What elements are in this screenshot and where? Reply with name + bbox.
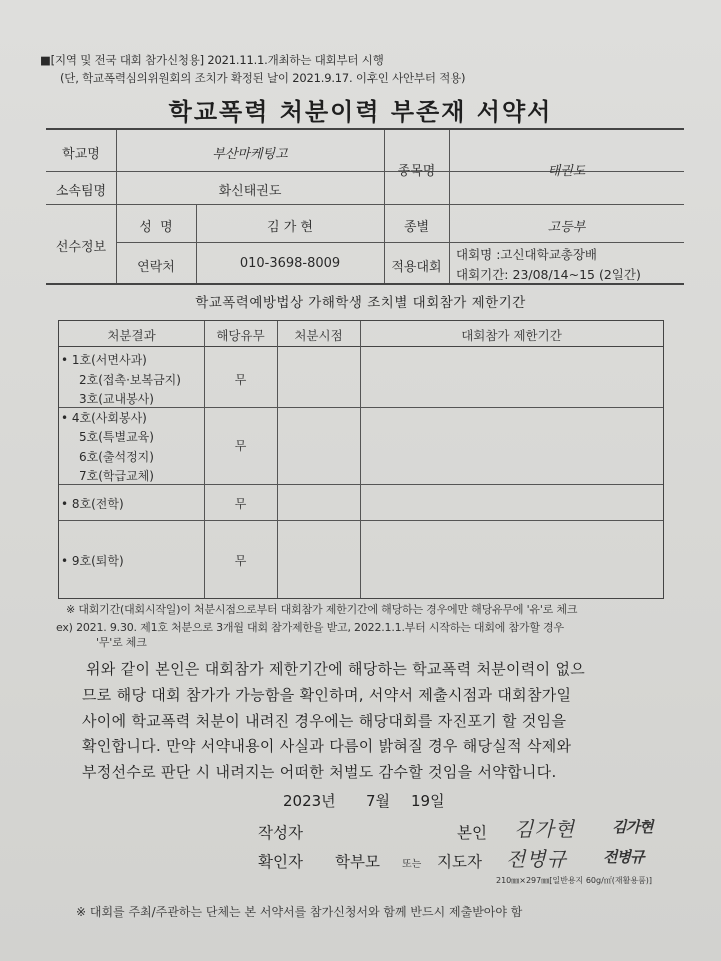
applicable-value: 무 <box>234 497 247 511</box>
pledge-line: 위와 같이 본인은 대회참가 제한기간에 해당하는 학교폭력 처분이력이 없으 <box>86 660 586 678</box>
info-row-line <box>116 242 684 243</box>
competition-name: 대회명 :고신대학교총장배 <box>456 247 598 262</box>
applicable-value: 무 <box>234 554 247 568</box>
parent-label: 학부모 <box>335 853 380 871</box>
document-title: 학교폭력 처분이력 부존재 서약서 <box>168 98 553 126</box>
date-day: 19일 <box>411 792 445 810</box>
list-item: • 1호(서면사과) <box>61 353 147 367</box>
list-item: • 9호(퇴학) <box>61 554 124 568</box>
table-row-line <box>59 520 663 521</box>
player-info-label: 선수정보 <box>55 240 107 255</box>
list-item: 7호(학급교체) <box>79 469 154 483</box>
date-month: 7월 <box>366 792 391 810</box>
pledge-line: 확인합니다. 만약 서약내용이 사실과 다름이 밝혀질 경우 해당실적 삭제와 <box>82 737 572 755</box>
school-value: 부산마케팅고 <box>212 147 288 162</box>
guide-label: 지도자 <box>437 853 482 871</box>
writer-label: 작성자 <box>258 824 303 842</box>
disposition-table <box>58 320 664 599</box>
confirmer-label: 확인자 <box>258 853 303 871</box>
bottom-note: ※ 대회를 주최/주관하는 단체는 본 서약서를 참가신청서와 함께 반드시 제출받아야 함 <box>76 905 523 919</box>
list-item: 2호(접촉·보복금지) <box>79 373 181 387</box>
team-label: 소속팀명 <box>55 184 107 199</box>
type-value: 고등부 <box>547 220 586 235</box>
self-label: 본인 <box>457 824 487 842</box>
header-note-line2: (단, 학교폭력심의위원회의 조치가 확정된 날이 2021.9.17. 이후인 사안부터 적용) <box>60 71 466 85</box>
section-title: 학교폭력예방법상 가해학생 조치별 대회참가 제한기간 <box>195 295 526 311</box>
col-header-result: 처분결과 <box>107 328 156 343</box>
or-label: 또는 <box>402 859 422 870</box>
list-item: 6호(출석정지) <box>79 450 154 464</box>
info-row-line <box>46 204 684 205</box>
team-value: 화신태권도 <box>218 184 282 199</box>
guide-signature-mark: 전병규 <box>603 848 644 866</box>
self-signature-name: 김가현 <box>514 817 575 841</box>
pledge-line: 므로 해당 대회 참가가 가능함을 확인하며, 서약서 제출시점과 대회참가일 <box>82 686 572 704</box>
info-table <box>46 128 684 285</box>
pledge-line: 부정선수로 판단 시 내려지는 어떠한 처벌도 감수할 것임을 서약합니다. <box>82 763 557 781</box>
name-label: 성 명 <box>139 220 173 235</box>
col-header-restriction: 대회참가 제한기간 <box>461 328 562 343</box>
event-value: 태권도 <box>547 164 586 179</box>
list-item: 5호(특별교육) <box>79 430 154 444</box>
table-header-line <box>59 346 663 347</box>
list-item: 3호(교내봉사) <box>79 392 154 406</box>
event-label: 종목명 <box>397 164 436 179</box>
table-row-line <box>59 407 663 408</box>
pledge-line: 사이에 학교폭력 처분이 내려진 경우에는 해당대회를 자진포기 할 것임을 <box>82 712 567 730</box>
competition-label: 적용대회 <box>391 260 442 275</box>
footnote-line1: ※ 대회기간(대회시작일)이 처분시점으로부터 대회참가 제한기간에 해당하는 경우에만 해당유무에 '유'로 체크 <box>66 603 578 616</box>
phone-label: 연락처 <box>137 260 175 275</box>
col-header-applicable: 해당유무 <box>216 328 265 343</box>
paper-spec: 210㎜×297㎜[일반용지 60g/㎡(재활용품)] <box>496 876 653 885</box>
col-header-time: 처분시점 <box>294 328 343 343</box>
applicable-value: 무 <box>234 373 247 387</box>
table-col-line <box>277 321 278 598</box>
header-note-line1: ■[지역 및 전국 대회 참가신청용] 2021.11.1.개최하는 대회부터 시행 <box>40 53 384 67</box>
name-value: 김 가 현 <box>267 220 313 235</box>
phone-value: 010-3698-8009 <box>239 256 341 271</box>
guide-signature-name: 전병규 <box>506 847 567 871</box>
date-year: 2023년 <box>283 792 336 810</box>
info-col-line <box>449 130 450 283</box>
applicable-value: 무 <box>234 439 247 453</box>
list-item: • 8호(전학) <box>61 497 124 511</box>
list-item: • 4호(사회봉사) <box>61 411 147 425</box>
competition-period: 대회기간: 23/08/14~15 (2일간) <box>456 267 641 282</box>
footnote-line2: ex) 2021. 9.30. 제1호 처분으로 3개월 대회 참가제한을 받고, 2022.1.1.부터 시작하는 대회에 참가할 경우 <box>56 621 564 634</box>
table-row-line <box>59 484 663 485</box>
table-col-line <box>360 321 361 598</box>
school-label: 학교명 <box>62 147 100 162</box>
footnote-line3: '무'로 체크 <box>96 636 147 649</box>
self-signature-mark: 김가현 <box>612 818 653 836</box>
type-label: 종별 <box>403 220 430 235</box>
